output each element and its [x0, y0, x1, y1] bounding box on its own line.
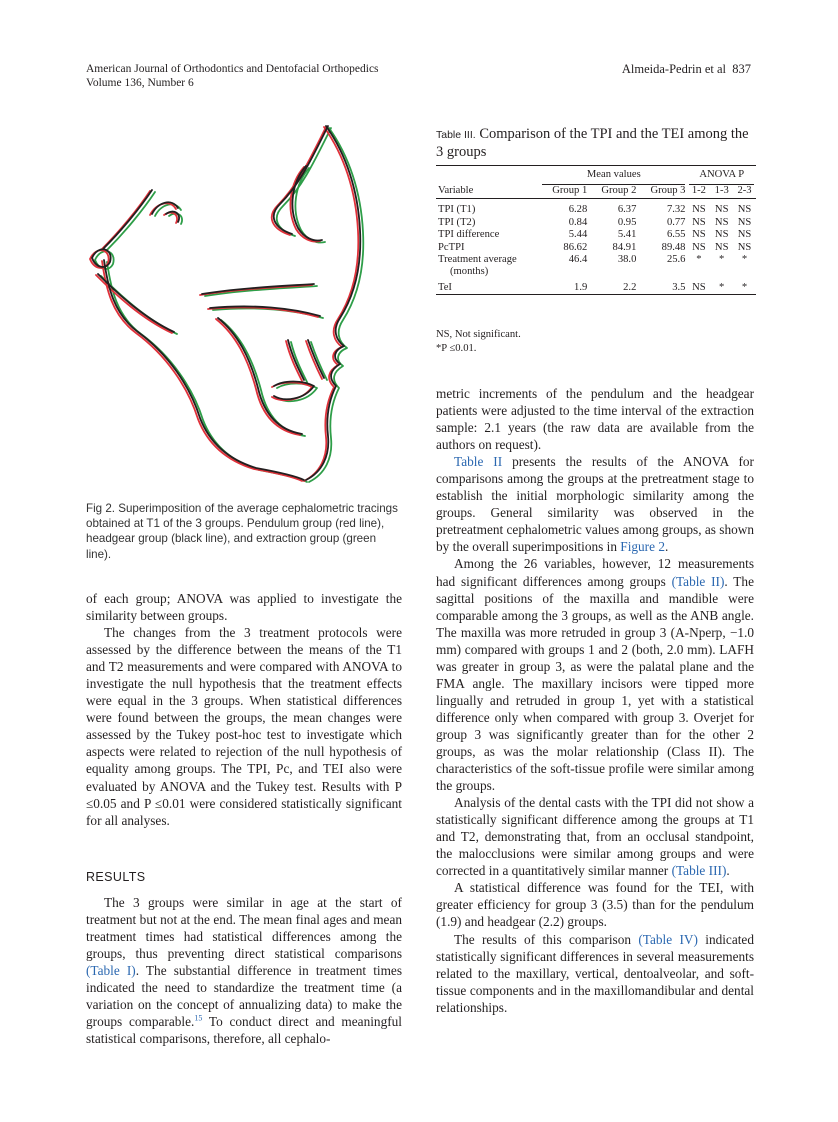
cell-value: * — [733, 279, 756, 295]
row-variable-line2: (months) — [450, 266, 489, 278]
text-run: . — [665, 539, 669, 555]
cell-value: NS — [737, 204, 752, 216]
cell-value: NS — [692, 216, 706, 228]
row-variable — [436, 254, 540, 279]
cell-value: 89.48 — [661, 241, 686, 253]
cell-value: 5.44 — [568, 229, 588, 241]
cell-value: 6.55 — [666, 229, 686, 241]
cell-value: * — [719, 253, 725, 265]
row-variable: TPI (T2) — [438, 216, 476, 228]
section-heading-results: RESULTS — [86, 869, 146, 884]
right-column — [436, 385, 754, 1016]
cell-value: 1.9 — [540, 279, 589, 295]
paragraph — [436, 794, 754, 879]
pair-header: 1-3 — [710, 185, 733, 198]
table-footnote: NS, Not significant. — [436, 329, 521, 340]
group-header: Group 1 — [540, 185, 589, 198]
running-header-author — [622, 62, 751, 76]
table-row — [436, 217, 756, 229]
table-reference-link[interactable]: Table II — [454, 454, 503, 470]
table-reference-link[interactable]: (Table II) — [671, 573, 725, 589]
anova-header: ANOVA P — [689, 169, 754, 185]
variable-header: Variable — [436, 185, 540, 198]
text-run: . The substantial difference in treatment times indicated the need to standardize the treatment time (a variation on the concept of annualizing data) to make the groups comparable. — [86, 962, 402, 1030]
cell-value: 6.37 — [617, 204, 637, 216]
cell-value: 2.2 — [589, 279, 638, 295]
running-author: Almeida-Pedrin et al — [621, 62, 726, 76]
text-run: . The sagittal positions of the maxilla and mandible were comparable among the 3 groups, as well as the ANB angle. The maxilla was more retruded in group 3 (A-Nperp, −1.0 mm) compared with groups 1 and 2 (both, 2.0 mm). LAFH was greater in group 3, as were the palatal plane and the FMA angle. The maxillary incisors were tipped more lingually and retruded in group 1, yet with a statistical difference only when compared with group 3. Overjet for group 3 was significantly greater than for the other 2 groups, as was the molar relationship (Class II). The characteristics of the soft-tissue profile were similar among the groups. — [436, 573, 754, 794]
paragraph — [436, 555, 754, 794]
row-variable: TPI (T1) — [438, 204, 476, 216]
table-row — [436, 229, 756, 241]
cell-value: 25.6 — [666, 253, 686, 265]
cell-value: 5.41 — [617, 229, 637, 241]
pair-header: 1-2 — [687, 185, 710, 198]
table-row — [436, 204, 756, 216]
cell-value: NS — [714, 241, 729, 253]
row-variable: TPI difference — [438, 229, 500, 241]
cell-value: NS — [692, 229, 706, 241]
cell-value: 84.91 — [612, 241, 637, 253]
page-number: 837 — [732, 62, 751, 76]
cell-value: 3.5 — [638, 279, 687, 295]
text-run: The 3 groups were similar in age at the start of treatment but not at the end. The mean final ages and mean treatment times had statistical differences among the groups, thus preventing direct statistical comparisons — [86, 894, 402, 961]
paragraph — [436, 453, 754, 555]
text-run: The results of this comparison — [454, 931, 639, 947]
table-reference-link[interactable]: (Table III) — [671, 863, 727, 879]
paragraph: of each group; ANOVA was applied to investigate the similarity between groups. — [86, 591, 402, 624]
mean-values-header: Mean values — [542, 169, 685, 185]
cell-value: NS — [714, 216, 729, 228]
cell-value: 0.95 — [617, 216, 637, 228]
cell-value: NS — [692, 241, 706, 253]
cell-value: 6.28 — [568, 204, 588, 216]
group-header: Group 3 — [638, 185, 687, 198]
cell-value: * — [696, 253, 702, 265]
cell-value: NS — [737, 241, 752, 253]
cell-value: 0.77 — [666, 216, 686, 228]
cephalometric-superimposition-figure — [78, 118, 408, 498]
text-run: To conduct direct and meaningful statistical comparisons, therefore, all cephalo- — [86, 1014, 402, 1047]
text-run: Analysis of the dental casts with the TPI did not show a statistically significant difference among the groups at T1 and T2, demonstrating that, from an occlusal standpoint, the malocclusions were similar among groups and were corrected in a quantitatively similar manner — [436, 795, 754, 879]
cell-value: * — [710, 279, 733, 295]
left-column — [86, 590, 402, 1047]
cell-value: NS — [714, 204, 729, 216]
pair-header: 2-3 — [733, 185, 756, 198]
table-row — [436, 242, 756, 254]
cell-value: 0.84 — [568, 216, 588, 228]
journal-name: American Journal of Orthodontics and Dentofacial Orthopedics — [86, 63, 379, 75]
tracing-extraction-green — [95, 128, 363, 482]
table-title — [436, 126, 756, 161]
paragraph: A statistical difference was found for the TEI, with greater efficiency for group 3 (3.5) than for the pendulum (1.9) and headgear (2.2) groups. — [436, 880, 754, 930]
figure-reference-link[interactable]: Figure 2 — [620, 539, 665, 555]
table-row — [436, 279, 756, 295]
running-header-journal — [86, 62, 379, 90]
cell-value: 46.4 — [568, 253, 588, 265]
table-reference-link[interactable]: (Table I) — [86, 962, 136, 978]
table-reference-link[interactable]: (Table IV) — [638, 931, 698, 947]
table-title-text: Comparison of the TPI and the TEI among the 3 groups — [436, 126, 749, 160]
table-row — [436, 254, 756, 279]
cell-value: 86.62 — [563, 241, 588, 253]
cell-value: 38.0 — [617, 253, 637, 265]
text-run: presents the results of the ANOVA for comparisons among the groups at the pretreatment stage to establish the initial morphologic similarity among the groups. General similarity was observed in the pretreatment cephalometric values among groups, as shown by the overall superimpositions in — [436, 454, 754, 555]
cell-value: NS — [687, 279, 710, 295]
text-run: Among the 26 variables, however, 12 measurements had significant differences among groups — [436, 556, 754, 589]
table-label: Table III. — [436, 129, 476, 141]
cell-value: NS — [737, 216, 752, 228]
cell-value: NS — [692, 204, 706, 216]
paragraph — [86, 894, 402, 1047]
row-variable-line1: Treatment average — [438, 253, 517, 265]
cell-value: NS — [737, 229, 752, 241]
cell-value: NS — [714, 229, 729, 241]
table-footnote: *P ≤0.01. — [436, 342, 477, 354]
tracing-headgear-black — [92, 126, 360, 480]
results-table — [436, 165, 756, 295]
row-variable: PcTPI — [438, 241, 465, 253]
row-variable: TeI — [436, 279, 540, 295]
group-header: Group 2 — [589, 185, 638, 198]
text-run: . — [726, 863, 730, 879]
table-footnotes — [436, 328, 521, 355]
text-run: indicated statistically significant differences in several measurements related to the maxillary, vertical, dentoalveolar, and soft-tissue components and in the maxillomandibular and dental relationships. — [436, 931, 754, 1015]
journal-volume: Volume 136, Number 6 — [86, 77, 194, 89]
paragraph — [436, 931, 754, 1016]
paragraph: The changes from the 3 treatment protocols were assessed by the difference between the means of the T1 and T2 measurements and were compared with ANOVA to investigate the null hypothesis that the treatment effects were equal in the 3 groups. When statistical differences were found between the groups, the mean changes were assessed by the Tukey post-hoc test to investigate which aspects were related to rejection of the null hypothesis of equality among groups. The TPI, Pc, and TEI also were evaluated by ANOVA and the Tukey test. Results with P ≤0.05 and P ≤0.01 were considered statistically significant for all analyses. — [86, 625, 402, 828]
citation-superscript[interactable]: 15 — [194, 1013, 203, 1023]
paragraph: metric increments of the pendulum and the headgear patients were adjusted to the time interval of the extraction sample: 2.1 years (the raw data are available from the authors on request). — [436, 386, 754, 453]
figure-caption: Fig 2. Superimposition of the average cephalometric tracings obtained at T1 of the 3 groups. Pendulum group (red line), headgear group (black line), and extraction group (green line). — [86, 502, 398, 561]
cell-value: * — [741, 253, 748, 265]
cell-value: 7.32 — [666, 204, 686, 216]
